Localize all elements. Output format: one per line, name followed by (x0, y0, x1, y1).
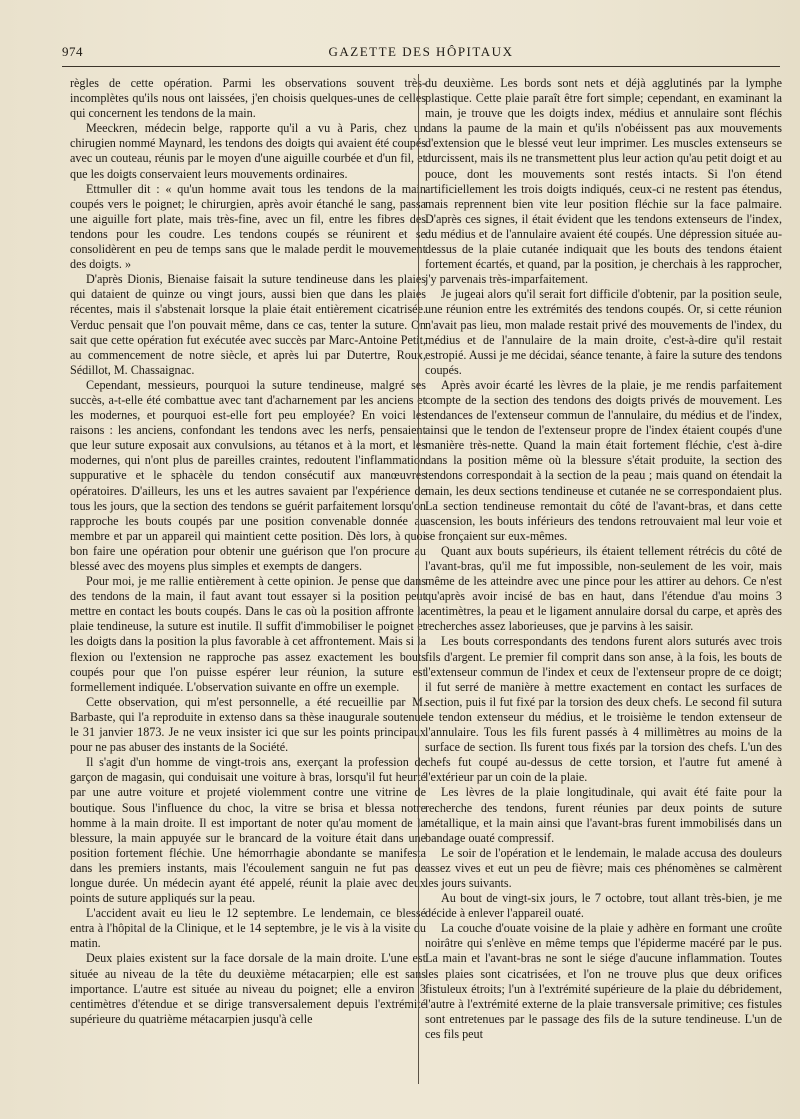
header-rule (62, 66, 780, 67)
paragraph: La couche d'ouate voisine de la plaie y adhère en formant une croûte noirâtre qui s'enlève en même temps que l'épiderme macéré par le pus. La main et l'avant-bras ne sont le siége d'aucune inflammation. Toutes les plaies sont cicatrisées, et l'on ne trouve plus que deux orifices fistuleux étroits; l'un à l'extrémité supérieure de la plaie du débridement, l'autre à l'extrémité externe de la plaie transversale primitive; ces fistules sont entretenues par le passage des fils de la suture tendineuse. L'un de ces fils peut (425, 921, 782, 1041)
paragraph: Après avoir écarté les lèvres de la plaie, je me rendis parfaitement compte de la section des tendons des doigts privés de mouvement. Les tendances de l'extenseur commun de l'annulaire, du médius et de l'index, ainsi que le tendon de l'extenseur propre de l'index étaient coupés d'une manière très-nette. Quand la main était fortement fléchie, c'est à-dire dans la position même où la blessure s'était produite, la section des tendons correspondait à la section de la peau ; mais quand on étendait la main, les deux sections tendineuse et cutanée ne se correspondaient plus. La section tendineuse remontait du côté de l'avant-bras, et dans cette ascension, les bouts inférieurs des tendons retrouvaient mal leur voie et se fronçaient sur eux-mêmes. (425, 377, 782, 543)
paragraph: Meeckren, médecin belge, rapporte qu'il a vu à Paris, chez un chirugien nommé Maynard, les tendons des doigts qui avaient été coupés avec un couteau, réunis par le moyen d'une aiguille courbée et d'un fil, et que les doigts conservaient leurs mouvements ordinaires. (70, 121, 426, 181)
paragraph: L'accident avait eu lieu le 12 septembre. Le lendemain, ce blessé entra à l'hôpital de la Clinique, et le 14 septembre, je le vis à la visite du matin. (70, 906, 426, 951)
paragraph: Cependant, messieurs, pourquoi la suture tendineuse, malgré ses succès, a-t-elle été combattue avec tant d'acharnement par les anciens et les modernes, et pourquoi est-elle fort peu employée? En voici les raisons : les anciens, confondant les tendons avec les nerfs, pensaient que leur suture exposait aux convulsions, au tétanos et à la mort, et les modernes, qui n'ont plus de pareilles craintes, redoutent l'inflammation suppurative et le sphacèle du tendon consécutif aux manœuvres opératoires. D'ailleurs, les uns et les autres savaient par l'expérience de tous les jours, que la section des tendons se guérit parfaitement lorsqu'on rapproche les bouts coupés par une position convenable donnée au membre et par un appareil qui maintient cette position. Dès lors, à quoi bon faire une opération pour obtenir une guérison que l'on procure au blessé avec des moyens plus simples et exempts de dangers. (70, 377, 426, 573)
page-number: 974 (62, 44, 83, 59)
paragraph: du deuxième. Les bords sont nets et déjà agglutinés par la lymphe plastique. Cette plaie paraît être fort simple; cependant, en examinant la main, je trouve que les doigts index, médius et annulaire sont fléchis dans la paume de la main et qu'ils n'obéissent pas aux mouvements d'extension que le blessé veut leur imprimer. Les muscles extenseurs se durcissent, mais ils ne transmettent plus leur action qu'au petit doigt et au pouce, dont les mouvements sont restés intacts. Si l'on étend artificiellement les trois doigts indiqués, ceux-ci ne restent pas étendus, mais reprennent bien vite leur position fléchie sur la face palmaire. D'après ces signes, il était évident que les tendons extenseurs de l'index, du médius et de l'annulaire avaient été coupés. Une dépression située au-dessus de la plaie cutanée indiquait que les bouts des tendons étaient fortement écartés, et quand, par la position, je cherchais à les rapprocher, j'y parvenais très-imparfaitement. (425, 76, 782, 287)
paragraph: Les bouts correspondants des tendons furent alors suturés avec trois fils d'argent. Le premier fil comprit dans son anse, à la fois, les bouts de l'extenseur commun de l'index et ceux de l'extenseur propre de ce doigt; il fut serré de manière à mettre exactement en contact les surfaces de section, puis il fut fixé par la torsion des deux chefs. Le second fil sutura le tendon extenseur du médius, et le troisième le tendon extenseur de l'annulaire. Tous les fils furent passés à 4 millimètres au moins de la surface de section. Ils furent tous fixés par la torsion des chefs. L'un des chefs fut coupé au-dessus de cette torsion, et l'autre fut amené à l'extérieur par un coin de la plaie. (425, 634, 782, 785)
paragraph: règles de cette opération. Parmi les observations souvent très-incomplètes qu'ils nous ont laissées, j'en choisis quelques-unes de celles qui concernent les tendons de la main. (70, 76, 426, 121)
paragraph: Cette observation, qui m'est personnelle, a été recueillie par M. Barbaste, qui l'a reproduite in extenso dans sa thèse inaugurale soutenue le 31 janvier 1873. Je ne veux insister ici que sur les points principaux pour ne pas abuser des instants de la Société. (70, 694, 426, 755)
column-divider (418, 74, 419, 1084)
page-header (62, 44, 780, 64)
paragraph: Au bout de vingt-six jours, le 7 octobre, tout allant très-bien, je me décide à enlever l'appareil ouaté. (425, 891, 782, 921)
paragraph: Pour moi, je me rallie entièrement à cette opinion. Je pense que dans des tendons de la main, il faut avant tout essayer si la position peut mettre en contact les bouts coupés. Dans le cas où la position affronte la plaie tendineuse, la suture est inutile. Il suffit d'immobiliser le poignet et les doigts dans la position la plus favorable à cet affrontement. Mais si la flexion ou l'extension ne rapproche pas assez exactement les bouts coupés pour que l'on puisse espérer leur réunion, la suture est formellement indiquée. L'observation suivante en offre un exemple. (70, 574, 426, 694)
journal-title: GAZETTE DES HÔPITAUX (328, 44, 514, 59)
paragraph: Ettmuller dit : « qu'un homme avait tous les tendons de la main coupés vers le poignet; le chirurgien, après avoir étanché le sang, passa une aiguille fort plate, mais très-fine, avec un fil, entre les fibres des tendons pour les coudre. Les tendons coupés se réunirent et se consolidèrent en peu de temps sans que le malade perdit le mouvement des doigts. » (70, 181, 426, 272)
right-column (425, 76, 782, 1042)
paragraph: Les lèvres de la plaie longitudinale, qui avait été faite pour la recherche des tendons, furent réunies par deux points de suture métallique, et la main ainsi que l'avant-bras furent immobilisés dans un bandage ouaté compressif. (425, 785, 782, 845)
paragraph: Le soir de l'opération et le lendemain, le malade accusa des douleurs assez vives et eut un peu de fièvre; mais ces phénomènes se calmèrent les jours suivants. (425, 845, 782, 890)
left-column (70, 76, 426, 1027)
paragraph: Il s'agit d'un homme de vingt-trois ans, exerçant la profession de garçon de magasin, qui conduisait une voiture à bras, lorsqu'il fut heurté par une autre voiture et projeté violemment contre une vitrine de boutique. Sous l'influence du choc, la vitre se brisa et blessa notre homme à la main droite. Il est important de noter qu'au moment de la blessure, la main appuyée sur le brancard de la voiture était dans une position fortement fléchie. Une hémorrhagie abondante se manifesta dans les premiers instants, mais l'écoulement sanguin ne fut pas de longue durée. Un médecin ayant été appelé, réunit la plaie avec deux points de suture appliqués sur la peau. (70, 755, 426, 906)
paragraph: Quant aux bouts supérieurs, ils étaient tellement rétrécis du côté de l'avant-bras, qu'il me fut impossible, non-seulement de les voir, mais même de les atteindre avec une pince pour les attirer au dehors. Ce n'est qu'après avoir incisé de bas en haut, dans l'étendue d'au moins 3 centimètres, la peau et le ligament annulaire dorsal du carpe, et après des recherches assez laborieuses, que je parvins à les saisir. (425, 543, 782, 634)
paragraph: Je jugeai alors qu'il serait fort difficile d'obtenir, par la position seule, une réunion entre les extrémités des tendons coupés. Or, si cette réunion n'avait pas lieu, mon malade restait privé des mouvements de l'index, du médius et de l'annulaire de la main droite, c'est-à-dire qu'il restait estropié. Aussi je me décidai, séance tenante, à faire la suture des tendons coupés. (425, 287, 783, 377)
paragraph: D'après Dionis, Bienaise faisait la suture tendineuse dans les plaies qui dataient de quinze ou vingt jours, aussi bien que dans les plaies récentes, mais il s'abstenait lorsque la plaie était entièrement cicatrisée. Verduc pensait que l'on pouvait même, dans ce cas, tenter la suture. On sait que cette opération fut exécutée avec succès par Marc-Antoine Petit, au commencement de notre siècle, et après lui par Dutertre, Roux, Sédillot, M. Chassaignac. (70, 272, 426, 377)
paragraph: Deux plaies existent sur la face dorsale de la main droite. L'une est située au niveau de la tête du deuxième métacarpien; elle est sans importance. L'autre est située au niveau du poignet; elle a environ 3 centimètres d'étendue et se dirige transversalement depuis l'extrémité supérieure du quatrième métacarpien jusqu'à celle (70, 951, 426, 1026)
